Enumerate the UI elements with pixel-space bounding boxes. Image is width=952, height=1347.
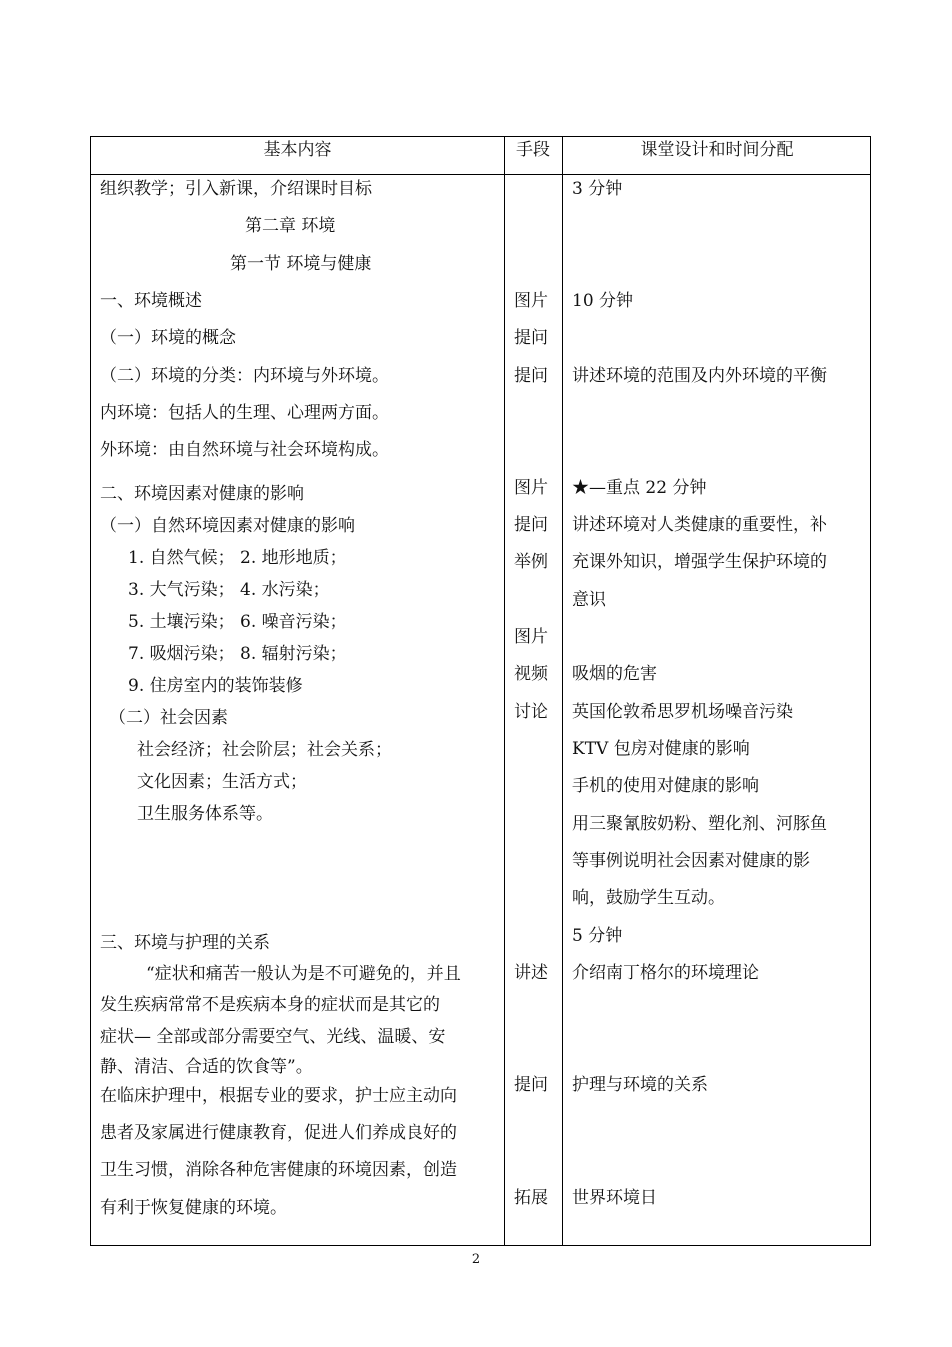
method-cell: 讨论 bbox=[514, 702, 548, 722]
content-line: 有利于恢复健康的环境。 bbox=[100, 1198, 287, 1218]
content-line: 3. 大气污染； 4. 水污染； bbox=[128, 580, 330, 600]
content-line: （二）环境的分类：内环境与外环境。 bbox=[100, 366, 389, 386]
quote-line: 静、清洁、合适的饮食等”。 bbox=[100, 1057, 313, 1077]
design-line: 10 分钟 bbox=[572, 291, 634, 311]
content-line: 内环境：包括人的生理、心理两方面。 bbox=[100, 403, 389, 423]
method-cell: 图片 bbox=[514, 627, 548, 647]
column-divider bbox=[562, 137, 563, 1245]
method-cell: 举例 bbox=[514, 552, 548, 572]
method-cell: 图片 bbox=[514, 291, 548, 311]
column-divider bbox=[504, 137, 505, 1245]
header-design-time: 课堂设计和时间分配 bbox=[640, 140, 794, 160]
quote-line: 症状— 全部或部分需要空气、光线、温暖、安 bbox=[100, 1027, 446, 1047]
method-cell: 图片 bbox=[514, 478, 548, 498]
content-line: 9. 住房室内的装饰装修 bbox=[128, 676, 303, 696]
design-line: 英国伦敦希思罗机场噪音污染 bbox=[572, 702, 793, 722]
content-line: 5. 土壤污染； 6. 噪音污染； bbox=[128, 612, 347, 632]
method-cell: 提问 bbox=[514, 515, 548, 535]
design-line: 响，鼓励学生互动。 bbox=[572, 888, 725, 908]
design-line: 讲述环境对人类健康的重要性，补 bbox=[572, 515, 827, 535]
header-method: 手段 bbox=[516, 140, 550, 160]
design-line: 吸烟的危害 bbox=[572, 664, 657, 684]
design-line: 用三聚氰胺奶粉、塑化剂、河豚鱼 bbox=[572, 814, 827, 834]
quote-line: 发生疾病常常不是疾病本身的症状而是其它的 bbox=[100, 995, 440, 1015]
page-number: 2 bbox=[471, 1252, 481, 1267]
content-line: 卫生服务体系等。 bbox=[137, 804, 273, 824]
key-point-line: ★—重点 22 分钟 bbox=[572, 478, 707, 498]
design-line: 等事例说明社会因素对健康的影 bbox=[572, 851, 810, 871]
chapter-title: 第二章 环境 bbox=[245, 216, 336, 236]
lesson-plan-table bbox=[90, 136, 871, 1246]
content-line: 1. 自然气候； 2. 地形地质； bbox=[128, 548, 347, 568]
content-line: 二、环境因素对健康的影响 bbox=[100, 484, 304, 504]
quote-line: “症状和痛苦一般认为是不可避免的，并且 bbox=[146, 964, 461, 984]
design-line: KTV 包房对健康的影响 bbox=[572, 739, 750, 759]
method-cell: 拓展 bbox=[514, 1188, 548, 1208]
content-line: 文化因素；生活方式； bbox=[137, 772, 307, 792]
design-line: 5 分钟 bbox=[572, 926, 623, 946]
design-line: 世界环境日 bbox=[572, 1188, 657, 1208]
design-line: 3 分钟 bbox=[572, 179, 623, 199]
method-cell: 提问 bbox=[514, 366, 548, 386]
header-basic-content: 基本内容 bbox=[263, 140, 332, 160]
method-cell: 提问 bbox=[514, 328, 548, 348]
content-line: 社会经济；社会阶层；社会关系； bbox=[137, 740, 392, 760]
content-line: 组织教学；引入新课，介绍课时目标 bbox=[100, 179, 372, 199]
design-line: 手机的使用对健康的影响 bbox=[572, 776, 759, 796]
section-title: 第一节 环境与健康 bbox=[230, 254, 372, 274]
content-line: 三、环境与护理的关系 bbox=[100, 933, 270, 953]
content-line: （一）自然环境因素对健康的影响 bbox=[100, 516, 355, 536]
content-line: 患者及家属进行健康教育，促进人们养成良好的 bbox=[100, 1123, 457, 1143]
content-line: 卫生习惯，消除各种危害健康的环境因素，创造 bbox=[100, 1160, 457, 1180]
header-divider bbox=[91, 174, 870, 175]
content-line: 外环境：由自然环境与社会环境构成。 bbox=[100, 440, 389, 460]
content-line: （一）环境的概念 bbox=[100, 328, 236, 348]
design-line: 介绍南丁格尔的环境理论 bbox=[572, 963, 759, 983]
design-line: 充课外知识，增强学生保护环境的 bbox=[572, 552, 827, 572]
content-line: （二）社会因素 bbox=[109, 708, 228, 728]
design-line: 护理与环境的关系 bbox=[572, 1075, 708, 1095]
content-line: 7. 吸烟污染； 8. 辐射污染； bbox=[128, 644, 347, 664]
method-cell: 提问 bbox=[514, 1075, 548, 1095]
method-cell: 视频 bbox=[514, 664, 548, 684]
content-line: 一、环境概述 bbox=[100, 291, 202, 311]
design-line: 意识 bbox=[572, 590, 606, 610]
method-cell: 讲述 bbox=[514, 963, 548, 983]
design-line: 讲述环境的范围及内外环境的平衡 bbox=[572, 366, 827, 386]
content-line: 在临床护理中，根据专业的要求，护士应主动向 bbox=[100, 1086, 457, 1106]
